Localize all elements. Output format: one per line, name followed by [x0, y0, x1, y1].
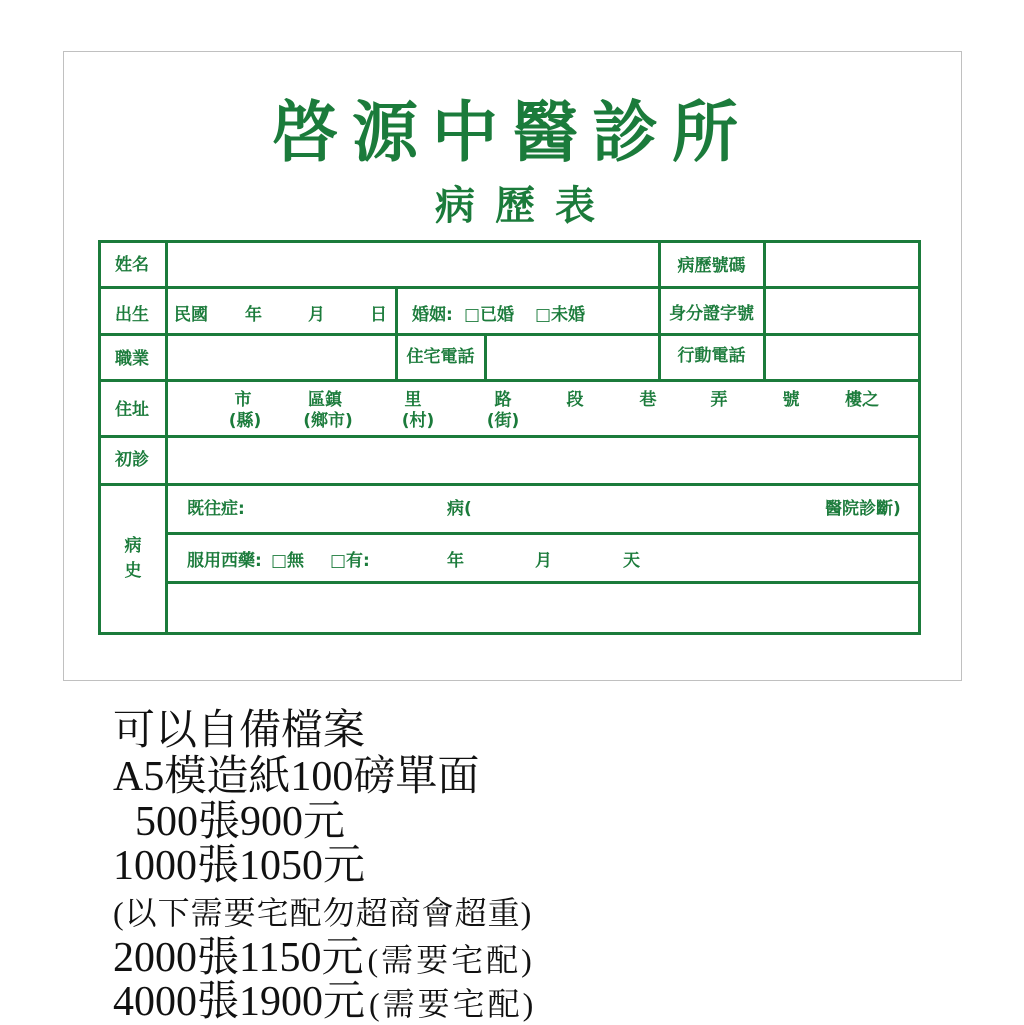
price-tier-2000: [113, 937, 535, 981]
record-no-blank: [765, 242, 918, 286]
meds-year-label: 年: [447, 551, 464, 571]
address-unit-village: 里: [404, 390, 422, 410]
address-unit-section: 段: [566, 390, 584, 410]
name-label: 姓名: [115, 255, 149, 275]
birth-day-label: 日: [370, 305, 387, 325]
birth-month-label: 月: [308, 305, 325, 325]
paper-spec: A5模造紙100磅單面: [113, 754, 480, 800]
price-tier-4000-note: (需要宅配): [369, 986, 537, 1022]
form-title: 病歷表: [435, 183, 615, 229]
price-tier-2000-value: 2000張1150元: [113, 935, 364, 981]
row-divider-3: [98, 379, 921, 382]
address-unit-road-alt: (街): [486, 411, 520, 431]
birth-label: 出生: [115, 305, 149, 325]
address-unit-road: 路: [494, 390, 512, 410]
address-unit-lane: 巷: [639, 390, 657, 410]
first-visit-label: 初診: [115, 450, 149, 470]
mobile-phone-blank: [765, 335, 918, 379]
price-tier-500: 500張900元: [135, 799, 346, 845]
id-no-blank: [765, 288, 918, 333]
unmarried-checkbox-option: □未婚: [535, 305, 586, 325]
price-tier-4000-value: 4000張1900元: [113, 979, 366, 1025]
home-phone-blank: [487, 335, 658, 379]
medical-history-label: 病史: [124, 536, 142, 581]
price-tier-4000: [113, 981, 536, 1025]
meds-month-label: 月: [535, 551, 552, 571]
home-phone-label: 住宅電話: [406, 347, 475, 367]
meds-days-label: 天: [623, 551, 640, 571]
occupation-blank: [167, 335, 395, 379]
address-unit-city-alt: (縣): [228, 411, 262, 431]
record-table: [98, 240, 921, 635]
address-unit-number: 號: [782, 390, 800, 410]
address-unit-alley: 弄: [710, 390, 728, 410]
address-unit-district: 區鎮: [308, 390, 342, 410]
hospital-diagnosis-label: 醫院診斷): [825, 499, 901, 519]
first-visit-blank: [167, 438, 918, 482]
meds-none-checkbox-option: □無: [271, 551, 305, 571]
birth-year-label: 年: [245, 305, 262, 325]
id-no-label: 身分證字號: [669, 304, 754, 324]
shipping-note: (以下需要宅配勿超商會超重): [113, 895, 533, 931]
address-unit-district-alt: (鄉市): [303, 411, 353, 431]
marriage-column-divider: [395, 286, 398, 381]
occupation-label: 職業: [115, 349, 149, 369]
mobile-phone-label: 行動電話: [677, 346, 746, 366]
address-unit-village-alt: (村): [401, 411, 435, 431]
illness-open-label: 病(: [447, 499, 472, 519]
meds-yes-checkbox-option: □有:: [330, 551, 370, 571]
married-checkbox-option: □已婚: [464, 305, 515, 325]
address-unit-city: 市: [234, 390, 252, 410]
record-no-label: 病歷號碼: [677, 256, 746, 276]
past-illness-label: 既往症:: [187, 499, 245, 519]
row-divider-5: [98, 483, 921, 486]
history-notes-blank: [167, 584, 918, 632]
marriage-label: 婚姻:: [412, 305, 453, 325]
birth-era-label: 民國: [174, 305, 208, 325]
medical-record-form-sheet: [63, 51, 962, 681]
history-row-divider-1: [166, 532, 921, 535]
price-tier-1000: 1000張1050元: [113, 843, 366, 889]
clinic-name: 啓源中醫診所: [272, 94, 752, 171]
own-file-note: 可以自備檔案: [113, 708, 366, 754]
western-meds-label: 服用西藥:: [187, 551, 262, 571]
address-unit-floor: 樓之: [845, 390, 879, 410]
address-label: 住址: [115, 400, 149, 420]
price-tier-2000-note: (需要宅配): [367, 942, 535, 978]
name-blank: [167, 242, 658, 286]
